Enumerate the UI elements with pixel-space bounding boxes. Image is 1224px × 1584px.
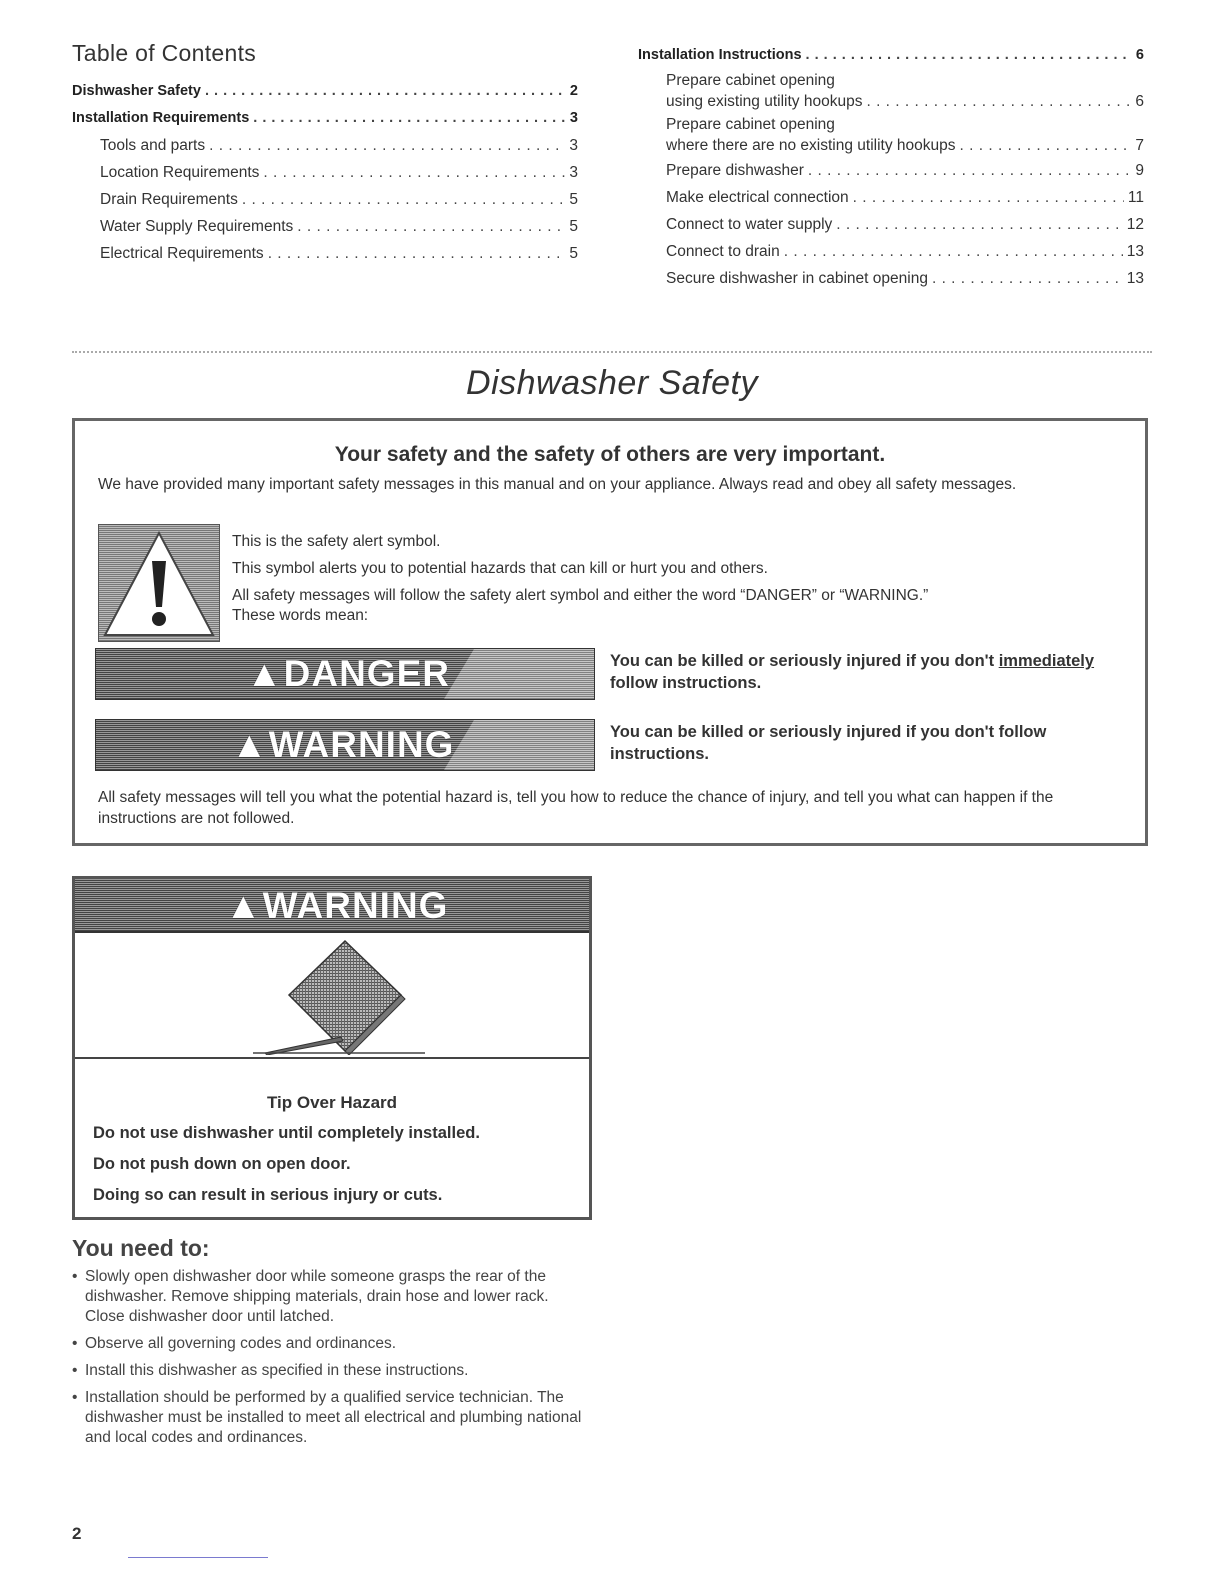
toc-entry[interactable] [72, 240, 578, 267]
toc-entry-label: Location Requirements [100, 164, 260, 181]
toc-entry[interactable] [638, 42, 1144, 69]
toc-leader [836, 211, 1122, 238]
toc-entry-page: 13 [1126, 243, 1144, 260]
toc-entry[interactable] [638, 115, 1144, 157]
toc-leader [297, 213, 565, 240]
toc-left-column [72, 78, 578, 267]
safety-alert-icon [98, 524, 220, 642]
list-item: • Installation should be performed by a qualified service technician. The dishwasher must be installed to meet all electrical and plumbing national and local codes and ordinances. [72, 1388, 592, 1448]
alert-line: All safety messages will follow the safety alert symbol and either the word “DANGER” or “WARNING.” [232, 587, 929, 604]
toc-entry-label: Drain Requirements [100, 191, 238, 208]
tip-warning-word [225, 885, 448, 927]
warning-signal-bar [95, 719, 595, 771]
tip-over-instructions [93, 1123, 480, 1216]
toc-entry-label: using existing utility hookups [666, 93, 863, 110]
tip-over-warning-box [72, 876, 592, 1220]
toc-leader [866, 91, 1131, 113]
toc-entry-page: 3 [569, 137, 578, 154]
tip-over-title: Tip Over Hazard [266, 1093, 398, 1112]
toc-entry-page: 5 [569, 191, 578, 208]
toc-leader [784, 238, 1123, 265]
alert-line: These words mean: [232, 607, 369, 624]
toc-leader [242, 186, 566, 213]
toc-leader [853, 184, 1124, 211]
safety-intro: We have provided many important safety messages in this manual and on your appliance. Always read and obey all safety messages. [98, 476, 1017, 493]
tip-line: Do not push down on open door. [93, 1155, 351, 1173]
section-divider [72, 351, 1152, 353]
toc-entry-page: 13 [1126, 270, 1144, 287]
toc-entry-line2 [638, 91, 1144, 113]
toc-entry-label: Installation Requirements [72, 110, 250, 126]
toc-leader [268, 240, 566, 267]
warning-triangle-icon: ▲ [246, 653, 284, 694]
safety-info-box [72, 418, 1148, 846]
alert-line: This symbol alerts you to potential hazards that can kill or hurt you and others. [232, 560, 768, 577]
toc-entry[interactable] [638, 238, 1144, 265]
footer-rule [128, 1557, 268, 1558]
toc-leader [960, 135, 1132, 157]
toc-entry-label: where there are no existing utility hookups [666, 137, 956, 154]
list-item: • Observe all governing codes and ordinances. [72, 1334, 592, 1354]
section-title: Dishwasher Safety [466, 364, 758, 402]
alert-line: This is the safety alert symbol. [232, 533, 441, 550]
toc-leader [209, 132, 565, 159]
warning-word-text: WARNING [268, 724, 455, 765]
tip-warning-word-text: WARNING [262, 885, 449, 926]
toc-title: Table of Contents [72, 40, 257, 66]
toc-entry-page: 6 [1135, 93, 1144, 110]
bar-fade [444, 649, 594, 699]
toc-leader [808, 157, 1132, 184]
danger-word [246, 653, 450, 695]
tip-divider [75, 1057, 589, 1059]
toc-entry-label: Connect to water supply [666, 216, 833, 233]
toc-entry-label-line1: Prepare cabinet opening [666, 116, 835, 133]
toc-entry-page: 11 [1127, 189, 1144, 206]
toc-entry-label: Water Supply Requirements [100, 218, 294, 235]
toc-entry-page: 6 [1135, 47, 1144, 63]
tip-line: Doing so can result in serious injury or cuts. [93, 1186, 443, 1204]
toc-entry-page: 3 [569, 110, 578, 126]
toc-entry[interactable] [638, 71, 1144, 113]
toc-entry[interactable] [72, 213, 578, 240]
toc-entry-page: 2 [569, 83, 578, 99]
toc-entry[interactable] [72, 132, 578, 159]
danger-meaning [610, 650, 1140, 694]
toc-leader [253, 105, 566, 132]
toc-entry-page: 3 [569, 164, 578, 181]
safety-footer: All safety messages will tell you what the potential hazard is, tell you how to reduce the chance of injury, and tell you what can happen if the instructions are not followed. [98, 789, 1054, 827]
toc-entry-page: 12 [1126, 216, 1144, 233]
toc-entry-label: Tools and parts [100, 137, 206, 154]
warning-meaning: You can be killed or seriously injured if you don't follow instructions. [610, 723, 1047, 763]
warning-word [231, 724, 454, 766]
danger-meaning-emphasis: immediately [998, 652, 1095, 670]
toc-entry-label: Electrical Requirements [100, 245, 264, 262]
toc-entry[interactable] [72, 78, 578, 105]
toc-entry-page: 5 [569, 218, 578, 235]
toc-entry-label: Connect to drain [666, 243, 780, 260]
tip-warning-header [75, 879, 589, 933]
tip-over-illustration [245, 937, 435, 1055]
toc-entry-label: Secure dishwasher in cabinet opening [666, 270, 928, 287]
toc-entry-page: 5 [569, 245, 578, 262]
tip-line: Do not use dishwasher until completely installed. [93, 1124, 480, 1142]
toc-entry-label: Dishwasher Safety [72, 83, 201, 99]
toc-entry[interactable] [72, 159, 578, 186]
list-item: • Slowly open dishwasher door while someone grasps the rear of the dishwasher. Remove shipping materials, drain hose and lower rack. Close dishwasher door until latched. [72, 1267, 592, 1327]
danger-meaning-b: follow instructions. [610, 674, 762, 692]
alert-explanation [232, 534, 1112, 635]
toc-entry-label: Make electrical connection [666, 189, 849, 206]
warning-triangle-icon: ▲ [225, 885, 263, 926]
you-need-title: You need to: [72, 1235, 210, 1261]
toc-leader [806, 42, 1132, 69]
toc-entry-page: 9 [1135, 162, 1144, 179]
toc-leader [932, 265, 1123, 292]
toc-entry[interactable] [638, 157, 1144, 184]
toc-entry[interactable] [638, 265, 1144, 292]
toc-entry[interactable] [72, 186, 578, 213]
toc-leader [205, 78, 566, 105]
toc-entry-label: Installation Instructions [638, 47, 802, 63]
warning-triangle-icon: ▲ [231, 724, 269, 765]
safety-headline: Your safety and the safety of others are very important. [334, 443, 886, 466]
toc-entry[interactable] [72, 105, 578, 132]
toc-entry[interactable] [638, 211, 1144, 238]
page-number: 2 [72, 1524, 82, 1543]
toc-entry-line2 [638, 135, 1144, 157]
bar-fade [444, 720, 594, 770]
toc-entry-label-line1: Prepare cabinet opening [666, 72, 835, 89]
toc-entry-label: Prepare dishwasher [666, 162, 804, 179]
you-need-list [72, 1267, 592, 1455]
list-item: • Install this dishwasher as specified in these instructions. [72, 1361, 592, 1381]
toc-right-column [638, 42, 1144, 292]
toc-entry-page: 7 [1135, 137, 1144, 154]
toc-leader [263, 159, 565, 186]
toc-entry[interactable] [638, 184, 1144, 211]
danger-word-text: DANGER [283, 653, 450, 694]
danger-signal-bar [95, 648, 595, 700]
danger-meaning-a: You can be killed or seriously injured if you don't [610, 652, 999, 670]
